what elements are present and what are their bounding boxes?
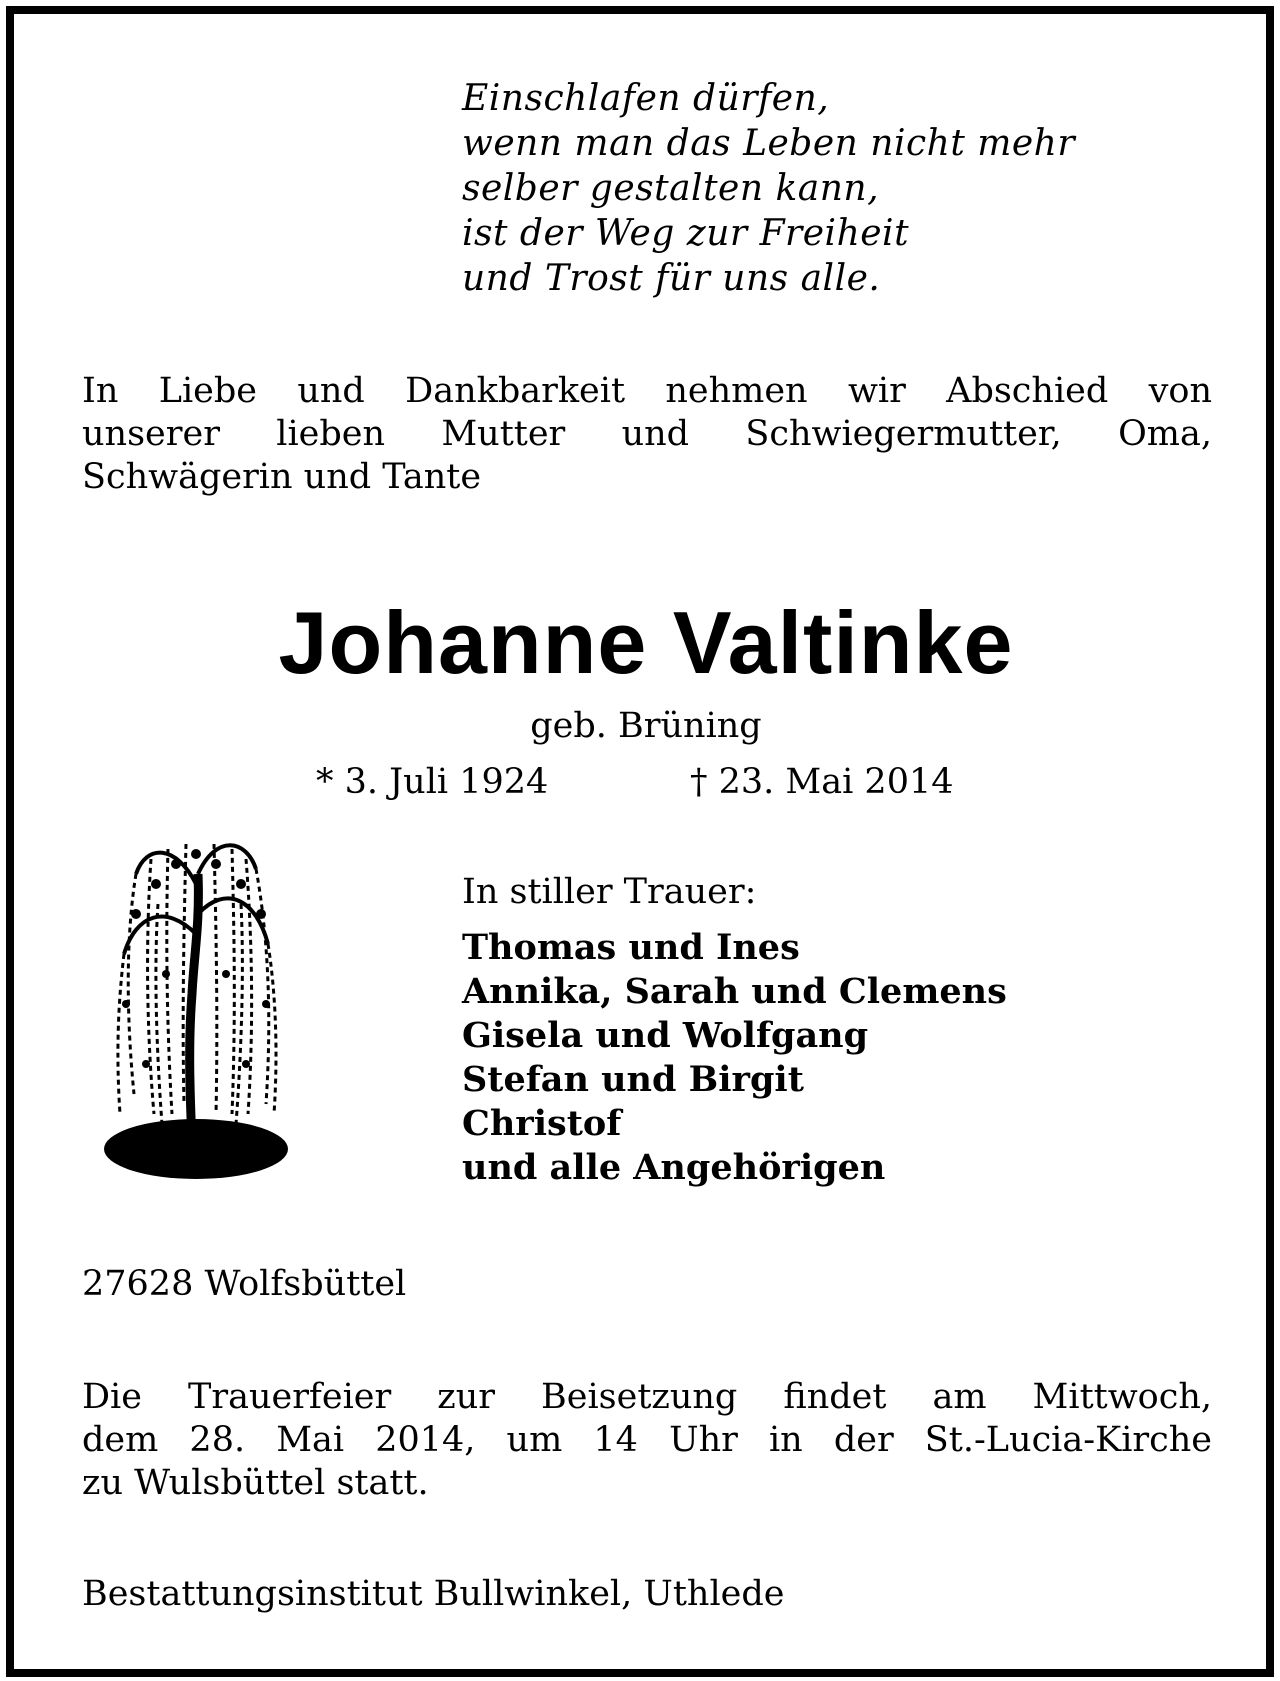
mourner-name: Gisela und Wolfgang bbox=[462, 1015, 869, 1056]
poem bbox=[462, 76, 1075, 301]
mourning-title: In stiller Trauer: bbox=[462, 872, 757, 912]
ceremony-line: zu Wulsbüttel statt. bbox=[82, 1463, 429, 1503]
obituary-frame bbox=[6, 6, 1274, 1677]
poem-line: selber gestalten kann, bbox=[462, 168, 880, 209]
mourner-name: Annika, Sarah und Clemens bbox=[462, 971, 1007, 1012]
mourner-name: Stefan und Birgit bbox=[462, 1059, 804, 1100]
mourner-name: Christof bbox=[462, 1103, 622, 1144]
poem-line: wenn man das Leben nicht mehr bbox=[462, 123, 1076, 164]
poem-line: ist der Weg zur Freiheit bbox=[462, 213, 910, 254]
place: 27628 Wolfsbüttel bbox=[82, 1264, 407, 1304]
intro-line: Schwägerin und Tante bbox=[82, 457, 482, 497]
ceremony-line: dem 28. Mai 2014, um 14 Uhr in der St.-Lucia-Kirche bbox=[82, 1420, 1212, 1460]
intro-line: In Liebe und Dankbarkeit nehmen wir Abschied von bbox=[82, 371, 1212, 411]
death-date: † 23. Mai 2014 bbox=[690, 762, 954, 802]
mourner-name: und alle Angehörigen bbox=[462, 1147, 886, 1188]
undertaker: Bestattungsinstitut Bullwinkel, Uthlede bbox=[82, 1574, 785, 1614]
weeping-willow-icon bbox=[96, 814, 296, 1189]
maiden-name: geb. Brüning bbox=[530, 706, 762, 746]
deceased-name: Johanne Valtinke bbox=[278, 593, 1014, 692]
intro-line: unserer lieben Mutter und Schwiegermutter, Oma, bbox=[82, 414, 1212, 454]
ceremony-line: Die Trauerfeier zur Beisetzung findet am Mittwoch, bbox=[82, 1377, 1212, 1417]
mourner-name: Thomas und Ines bbox=[462, 927, 800, 968]
ceremony-text bbox=[82, 1376, 1212, 1505]
intro-text bbox=[82, 370, 1212, 499]
birth-date: * 3. Juli 1924 bbox=[316, 762, 549, 802]
poem-line: und Trost für uns alle. bbox=[462, 258, 881, 299]
mourners-list bbox=[462, 926, 1007, 1190]
poem-line: Einschlafen dürfen, bbox=[462, 78, 830, 119]
